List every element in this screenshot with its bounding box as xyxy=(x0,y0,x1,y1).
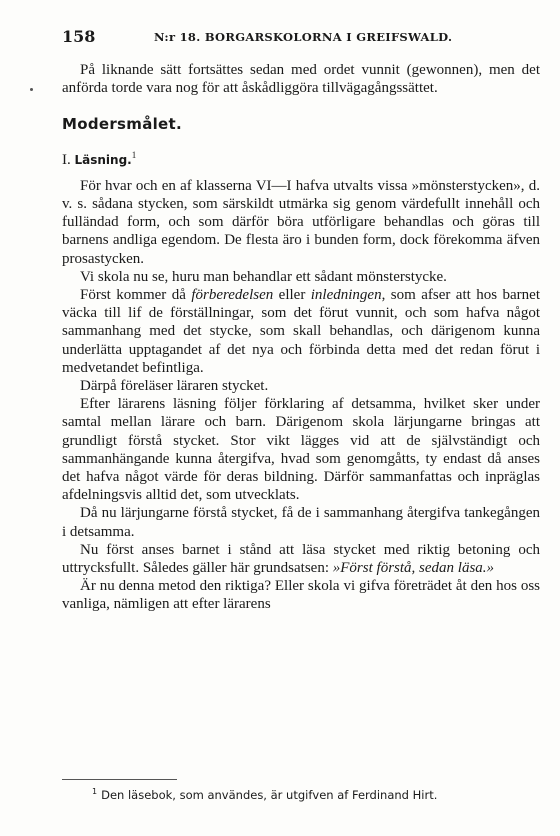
text-run: Vi skola nu se, huru man behandlar ett sådant mönsterstycke. xyxy=(80,268,447,285)
text-run: Efter lärarens läsning följer förklaring af detsamma, hvilket sker under samtal mellan lärare och barn. Därigenom skola lärjungarne bringas att grundligt förstå stycket. Stor vikt lägges vid att de självständigt och sammanhängande kunna återgifva, hvad som genomgåtts, ty endast då anses det hafva något värde för deras bildning. Därför sammanfattas och inpräglas afdelningsvis alltid det, som utvecklats. xyxy=(62,396,540,504)
footnote xyxy=(92,787,540,802)
text-run: För hvar och en af klasserna VI—I hafva utvalts vissa »mönsterstycken», d. v. s. sådana stycken, som särskildt utmärka sig genom värdefullt innehåll och fulländad form, och som därför böra utförligare behandlas och göras till barnens andliga egendom. De flesta äro i bunden form, dock förekomma äfven prosastycken. xyxy=(62,177,540,267)
text-run: Är nu denna metod den riktiga? Eller skola vi gifva företrädet åt den hos oss vanliga, nämligen att efter lärarens xyxy=(62,578,540,613)
main-paragraphs xyxy=(62,177,540,614)
paragraph xyxy=(62,377,540,395)
subsection-title: Läsning. xyxy=(74,152,132,167)
text-run: Därpå föreläser läraren stycket. xyxy=(80,378,269,395)
page-number: 158 xyxy=(62,27,96,46)
footnote-rule xyxy=(62,779,177,780)
text-run: , som afser att hos barnet väcka till lif de förställningar, som det förut vunnit, och som hafva något sammanhang med det stycke, som skall behandlas, och därigenom kunna underlätta upptagandet af det nya och förbinda detta med det redan förut i medvetandet befintliga. xyxy=(62,287,540,376)
section-heading: Modersmålet. xyxy=(62,115,183,134)
italic-run: förberedelsen xyxy=(191,287,274,304)
text-run: Nu först anses barnet i stånd att läsa stycket med riktig betoning och uttrycksfullt. Således gäller här grundsatsen: xyxy=(62,541,540,577)
running-head xyxy=(62,27,540,47)
paragraph xyxy=(62,395,540,504)
paragraph xyxy=(62,577,540,613)
paragraph xyxy=(62,286,540,377)
print-speck xyxy=(30,88,33,91)
paragraph xyxy=(62,504,540,540)
running-head-title: N:r 18. BORGARSKOLORNA I GREIFSWALD. xyxy=(154,30,453,44)
footnote-marker: 1 xyxy=(92,787,98,796)
paragraph xyxy=(62,177,540,268)
text-run: eller xyxy=(273,287,311,304)
text-run: Först kommer då xyxy=(80,287,192,304)
footnote-reference: 1 xyxy=(131,149,137,160)
italic-run: inledningen xyxy=(310,287,382,304)
italic-run: »Först förstå, sedan läsa.» xyxy=(332,560,495,577)
paragraph xyxy=(62,268,540,286)
footnote-text: Den läsebok, som användes, är utgifven af Ferdinand Hirt. xyxy=(101,787,438,802)
body-text xyxy=(62,61,540,614)
paragraph xyxy=(62,541,540,577)
opening-paragraph: På liknande sätt fortsättes sedan med ordet vunnit (gewonnen), men det anförda torde vara nog för att åskådliggöra tillvägagångssättet. xyxy=(62,62,540,97)
text-run: Då nu lärjungarne förstå stycket, få de i sammanhang återgifva tankegången i detsamma. xyxy=(62,505,540,540)
subsection-numeral: I. xyxy=(62,151,71,168)
subsection-heading xyxy=(62,146,540,169)
